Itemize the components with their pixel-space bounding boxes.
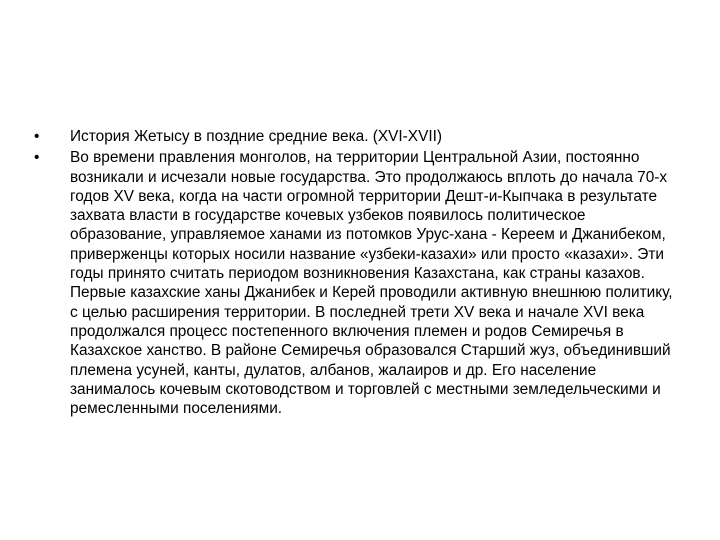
bullet-marker: • bbox=[34, 128, 40, 145]
bullet-item-body bbox=[34, 148, 674, 418]
bullet-list bbox=[34, 127, 674, 420]
bullet-marker: • bbox=[34, 149, 40, 167]
bullet-text-body: Во времени правления монголов, на территории Центральной Азии, постоянно возникали и исчезали новые государства. Это продолжаюсь вплоть до начала 70-х годов XV века, когда на части огромной территории Дешт-и-Кыпчака в результате захвата власти в государстве кочевых узбеков появилось политическое образование, управляемое ханами из потомков Урус-хана - Кереем и Джанибеком, приверженцы которых носили название «узбеки-казахи» или просто «казахи». Эти годы принято считать периодом возникновения Казахстана, как страны казахов. Первые казахские ханы Джанибек и Керей проводили активную внешнюю политику, с целью расширения территории. В последней трети XV века и начале XVI века продолжался процесс постепенного включения племен и родов Семиречья в Казахское ханство. В районе Семиречья образовался Старший жуз, объединивший племена усуней, канты, дулатов, албанов, жалаиров и др. Его население занималось кочевым скотоводством и торговлей с местными земледельческими и ремесленными поселениями. bbox=[70, 149, 673, 418]
bullet-text-title: История Жетысу в поздние средние века. (XVI-XVII) bbox=[70, 128, 443, 145]
bullet-item-title bbox=[34, 127, 674, 146]
